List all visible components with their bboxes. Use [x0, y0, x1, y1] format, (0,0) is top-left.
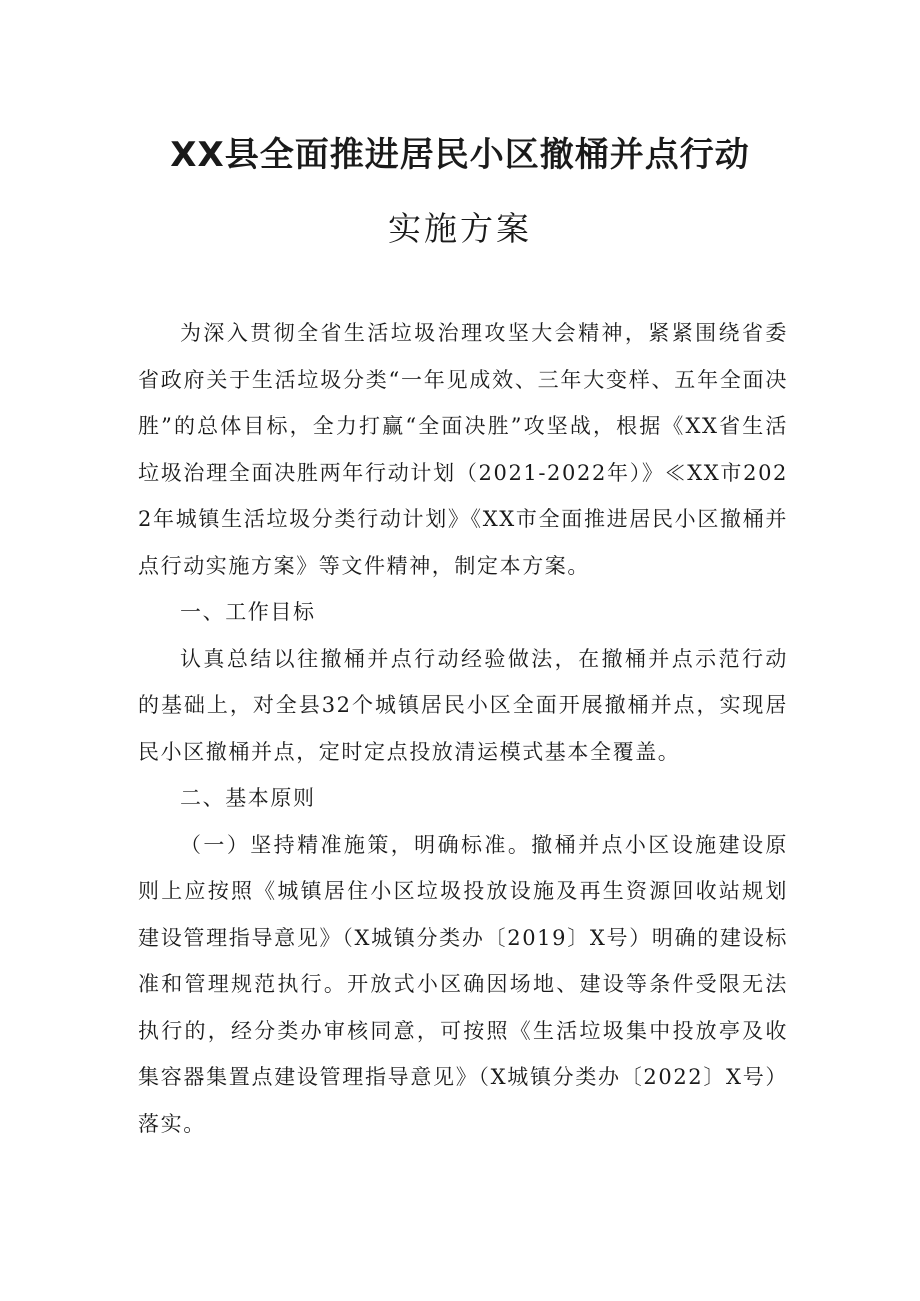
principle-1-paragraph: （一）坚持精准施策，明确标准。撤桶并点小区设施建设原则上应按照《城镇居住小区垃圾投放设施及再生资源回收站规划建设管理指导意见》（X城镇分类办〔2019〕X号）明确的建设标准和管理规范执行。开放式小区确因场地、建设等条件受限无法执行的，经分类办审核同意，可按照《生活垃圾集中投放亭及收集容器集置点建设管理指导意见》（X城镇分类办〔2022〕X号）落实。: [138, 832, 788, 1136]
section-heading-goals: 一、工作目标: [180, 600, 316, 624]
goals-paragraph: 认真总结以往撤桶并点行动经验做法，在撤桶并点示范行动的基础上，对全县32个城镇居民小区全面开展撤桶并点，实现居民小区撤桶并点，定时定点投放清运模式基本全覆盖。: [138, 646, 788, 764]
intro-paragraph: 为深入贯彻全省生活垃圾治理攻坚大会精神，紧紧围绕省委省政府关于生活垃圾分类“一年见成效、三年大变样、五年全面决胜”的总体目标，全力打赢“全面决胜”攻坚战，根据《XX省生活垃圾治理全面决胜两年行动计划（2021-2022年）》≪XX市2022年城镇生活垃圾分类行动计划》《XX市全面推进居民小区撤桶并点行动实施方案》等文件精神，制定本方案。: [138, 321, 788, 578]
section-heading-principles: 二、基本原则: [180, 786, 316, 810]
document-title-line-1: XX县全面推进居民小区撤桶并点行动: [170, 135, 750, 175]
document-title-line-2: 实施方案: [388, 209, 532, 248]
document-body: [138, 310, 788, 1147]
